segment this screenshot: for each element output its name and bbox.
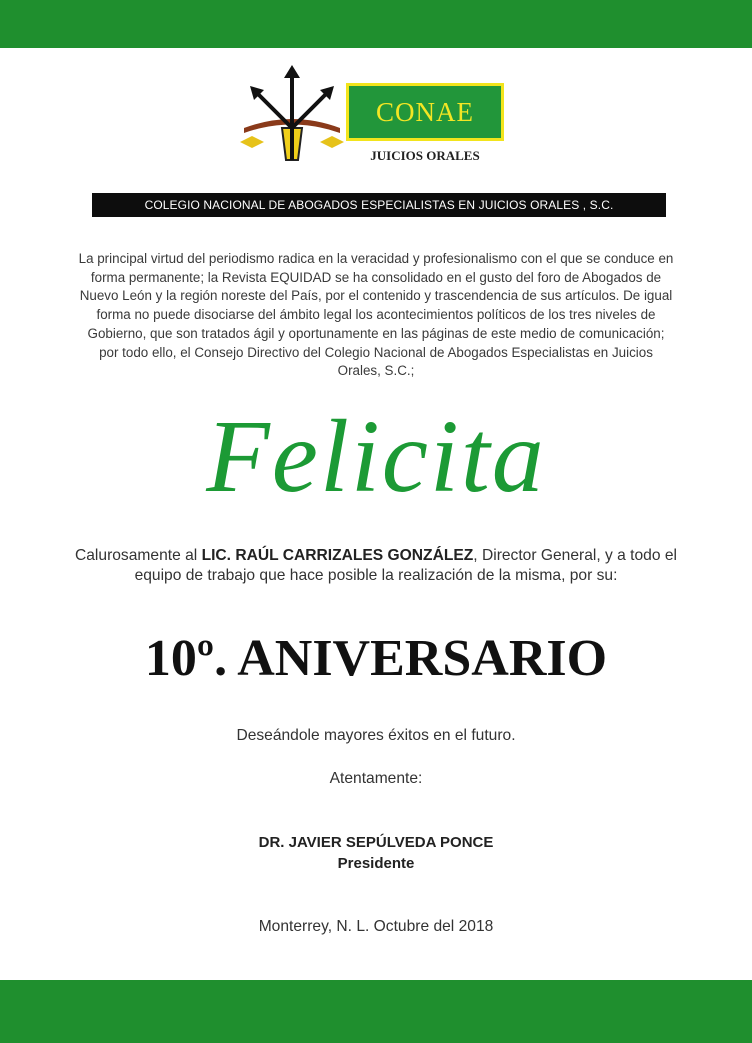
emblem-arrows-icon	[240, 62, 344, 166]
congratulations-paragraph	[70, 546, 682, 586]
place-date: Monterrey, N. L. Octubre del 2018	[258, 918, 494, 935]
anniversary-title: 10º. ANIVERSARIO	[144, 630, 608, 687]
signer-title: Presidente	[337, 855, 415, 872]
closing-line: Atentamente:	[329, 770, 423, 787]
felicita-headline: Felicita	[206, 399, 546, 514]
college-name-bar: COLEGIO NACIONAL DE ABOGADOS ESPECIALISTAS EN JUICIOS ORALES , S.C.	[92, 193, 666, 217]
signer-name: DR. JAVIER SEPÚLVEDA PONCE	[258, 834, 494, 851]
logo-subtitle: JUICIOS ORALES	[370, 148, 480, 163]
conae-logo-text: CONAE	[376, 96, 474, 127]
congrats-after: , Director General, y a todo el equipo de trabajo que hace posible la realización de la misma, por su:	[134, 547, 677, 584]
conae-logo-box	[346, 83, 504, 141]
wishes-line: Deseándole mayores éxitos en el futuro.	[236, 727, 516, 744]
top-green-band	[0, 0, 752, 48]
bottom-green-band	[0, 980, 752, 1043]
intro-paragraph: La principal virtud del periodismo radica en la veracidad y profesionalismo con el que se conduce en forma permanente; la Revista EQUIDAD se ha consolidado en el gusto del foro de Abogados de Nuevo León y la región noreste del País, por el contenido y trascendencia de sus artículos. De igual forma no puede disociarse del ámbito legal los acontecimientos políticos de los tres niveles de Gobierno, que son tratados ágil y oportunamente en las páginas de este medio de comunicación; por todo ello, el Consejo Directivo del Colegio Nacional de Abogados Especialistas en Juicios Orales, S.C.;	[78, 251, 674, 379]
honoree-name: LIC. RAÚL CARRIZALES GONZÁLEZ	[201, 547, 474, 564]
congrats-before: Calurosamente al	[75, 547, 202, 564]
